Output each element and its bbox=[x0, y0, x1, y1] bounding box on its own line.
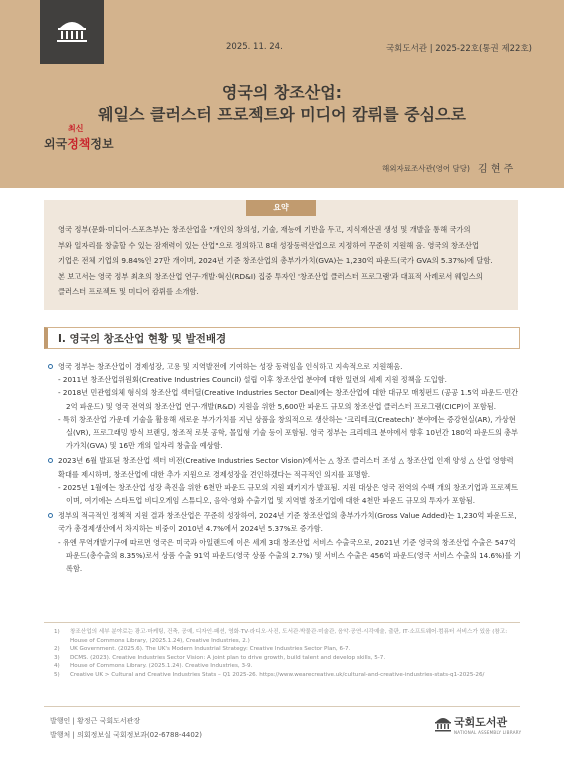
summary-text bbox=[58, 222, 506, 300]
footnote-item bbox=[54, 671, 518, 680]
publication-date: 2025. 11. 24. bbox=[226, 42, 283, 52]
office-line: 발행처 | 의회정보실 국회정보과(02-6788-4402) bbox=[50, 731, 202, 739]
footnote-number: 1) bbox=[54, 629, 60, 635]
series-name-part1: 외국 bbox=[44, 137, 68, 151]
footnote-text: Creative UK > Cultural and Creative Industries Stats – Q1 2025-26. https://www.wearecreative.uk/cultural-and-creative-industries-stats-q1-2025-26/ bbox=[70, 671, 485, 678]
assembly-logo-box bbox=[40, 0, 104, 64]
bullet-item bbox=[48, 454, 522, 480]
author-name: 김 현 주 bbox=[478, 164, 514, 175]
footnote-text: House of Commons Library. (2025.1.24). Creative Industries, 3-9. bbox=[70, 663, 253, 669]
series-name-part3: 정보 bbox=[90, 137, 114, 151]
footnote-number: 3) bbox=[54, 654, 60, 661]
bullet-circle-icon bbox=[48, 458, 53, 463]
cover-header bbox=[0, 0, 564, 188]
section-heading bbox=[44, 327, 520, 349]
series-name bbox=[44, 135, 114, 152]
bullet-text: 영국 정부는 창조산업이 경제성장, 고용 및 지역발전에 기여하는 성장 동력임을 인식하고 지속적으로 지원해옴. bbox=[58, 362, 403, 371]
summary-line: 부와 일자리를 창출할 수 있는 잠재력이 있는 산업"으로 정의하고 8대 성장동력산업으로 지정하여 꾸준히 지원해 옴. 영국의 창조산업 bbox=[58, 240, 480, 250]
footnote-item bbox=[54, 654, 518, 663]
footnote-text: DCMS. (2023). Creative Industries Sector Vision: A joint plan to drive growth, build talent and develop skills, 5-7. bbox=[70, 654, 386, 661]
footnotes bbox=[54, 628, 518, 679]
sub-item: - 2011년 창조산업위원회(Creative Industries Council) 설립 이후 창조산업 분야에 대한 일련의 세제 지원 정책을 도입함. bbox=[58, 375, 447, 385]
footnote-item bbox=[54, 645, 518, 654]
section-title: Ⅰ. 영국의 창조산업 현황 및 발전배경 bbox=[58, 333, 227, 345]
report-title-line1: 영국의 창조산업: bbox=[221, 83, 343, 102]
footnote-number: 4) bbox=[54, 663, 60, 669]
issue-number: 국회도서관 | 2025-22호(통권 제22호) bbox=[385, 44, 532, 54]
footnote-text: 창조산업의 세부 분야로는 광고·마케팅, 건축, 공예, 디자인·패션, 영화·TV·라디오·사진, 도서관·박물관·미술관, 음악·공연·시각예술, 출판, IT·소프트웨어·컴퓨터 서비스가 있음 (참고: House of Commons Library, (2025.1.24), Creative Industries, 2.) bbox=[70, 629, 508, 644]
library-name-english: NATIONAL ASSEMBLY LIBRARY bbox=[454, 730, 522, 735]
summary-label: 요약 bbox=[246, 200, 316, 216]
summary-line: 클러스터 프로젝트 및 미디어 캄뤼를 소개함. bbox=[58, 287, 199, 296]
bullet-circle-icon bbox=[48, 364, 53, 369]
publisher-line: 발행인 | 황정근 국회도서관장 bbox=[50, 717, 141, 725]
assembly-building-icon bbox=[54, 14, 90, 44]
series-name-part2: 정책 bbox=[67, 137, 91, 151]
footnote-item bbox=[54, 628, 518, 645]
footnote-divider bbox=[44, 622, 520, 623]
bullet-circle-icon bbox=[48, 513, 53, 518]
sub-item: - 유엔 무역개발기구에 따르면 영국은 미국과 아일랜드에 이은 세계 3대 창조산업 서비스 수출국으로, 2021년 기준 영국의 창조산업 수출은 547억 파운드(총수출의 8.35%)로서 상품 수출 91억 파운드(영국 상품 수출의 2.7%) 및 서비스 수출은 456억 파운드(영국 서비스 수출의 14.6%)를 기록함. bbox=[58, 537, 521, 574]
report-title-line2: 웨일스 클러스터 프로젝트와 미디어 캄뤼를 중심으로 bbox=[98, 105, 466, 124]
library-logo-icon bbox=[434, 713, 452, 733]
library-name: 국회도서관 bbox=[454, 716, 508, 729]
summary-line: 영국 정부(문화·미디어·스포츠부)는 창조산업을 "개인의 창의성, 기술, 재능에 기반을 두고, 지식재산권 생성 및 개발을 통해 국가의 bbox=[58, 225, 471, 234]
footnote-number: 2) bbox=[54, 646, 60, 652]
bullet-item bbox=[48, 360, 522, 373]
bullet-text: 정부의 적극적인 정책적 지원 결과 창조산업은 꾸준히 성장하여, 2024년 기준 창조산업의 총부가가치(Gross Value Added)는 1,230억 파운드로, 국가 총경제생산에서 차지하는 비중이 2010년 4.7%에서 2024년 5.37%로 증가함. bbox=[58, 511, 517, 534]
summary-box bbox=[44, 200, 518, 310]
bullet-text: 2023년 6월 발표된 창조산업 섹터 비전(Creative Industries Sector Vision)에서는 △ 창조 클러스터 조성 △ 창조산업 인재 양성 △ 산업 영향력 확대를 제시하며, 창조산업에 대한 추가 지원으로 경제성장을 견인하겠다는 적극적인 의지를 표명함. bbox=[58, 456, 514, 479]
footnote-text: UK Government. (2025.6). The UK's Modern Industrial Strategy: Creative Industries Sector Plan, 6-7. bbox=[70, 646, 351, 652]
summary-line: 기업은 전체 기업의 9.84%인 27만 개이며, 2024년 기준 창조산업의 총부가가치(GVA)는 1,230억 파운드(국가 GVA의 5.37%)에 달함. bbox=[58, 256, 493, 265]
footnote-item bbox=[54, 662, 518, 671]
sub-item: - 2025년 1월에는 창조산업 성장 촉진을 위한 6천만 파운드 규모의 지원 패키지가 발표됨. 지원 대상은 영국 전역의 수백 개의 창조기업과 프로젝트이며, 여기에는 스타트업 비디오게임 스튜디오, 음악·영화 수출기업 및 지역별 창조기업에 대한 4천만 파운드 규모의 투자가 포함됨. bbox=[58, 482, 518, 506]
sub-item: - 특히 창조산업 가운데 기술을 활용해 새로운 부가가치를 지닌 상품을 창의적으로 생산하는 '크리테크(Createch)' 분야에는 증강현실(AR), 가상현실(VR), 프로그래밍 방식 브랜딩, 창조적 로봇 공학, 몰입형 기술 등이 포함됨. 영국 정부는 크리테크 분야에서 향후 10년간 180억 파운드의 총부가가치(GVA) 및 16만 개의 일자리 창출을 예상함. bbox=[58, 414, 518, 451]
sub-item: - 2018년 민관협의체 형식의 창조산업 섹터딜(Creative Industries Sector Deal)에는 창조산업에 대한 대규모 매칭펀드 (공공 1.5억 파운드·민간 2억 파운드) 및 영국 전역의 창조산업 연구·개발(R&D) 지원을 위한 5,600만 파운드 규모의 창조산업 클러스터 프로그램(CICP)이 포함됨. bbox=[58, 388, 519, 411]
footnote-number: 5) bbox=[54, 671, 60, 678]
author-role: 해외자료조사관(영어 담당) bbox=[382, 164, 470, 173]
summary-line: 본 보고서는 영국 정부 최초의 창조산업 연구·개발·혁신(RD&I) 집중 투자인 '창조산업 클러스터 프로그램'과 대표적 사례로서 웨일스의 bbox=[58, 271, 483, 281]
bullet-item bbox=[48, 509, 522, 535]
footer-divider bbox=[44, 706, 520, 707]
body-content bbox=[48, 360, 522, 577]
series-new-badge: 최신 bbox=[68, 124, 84, 133]
